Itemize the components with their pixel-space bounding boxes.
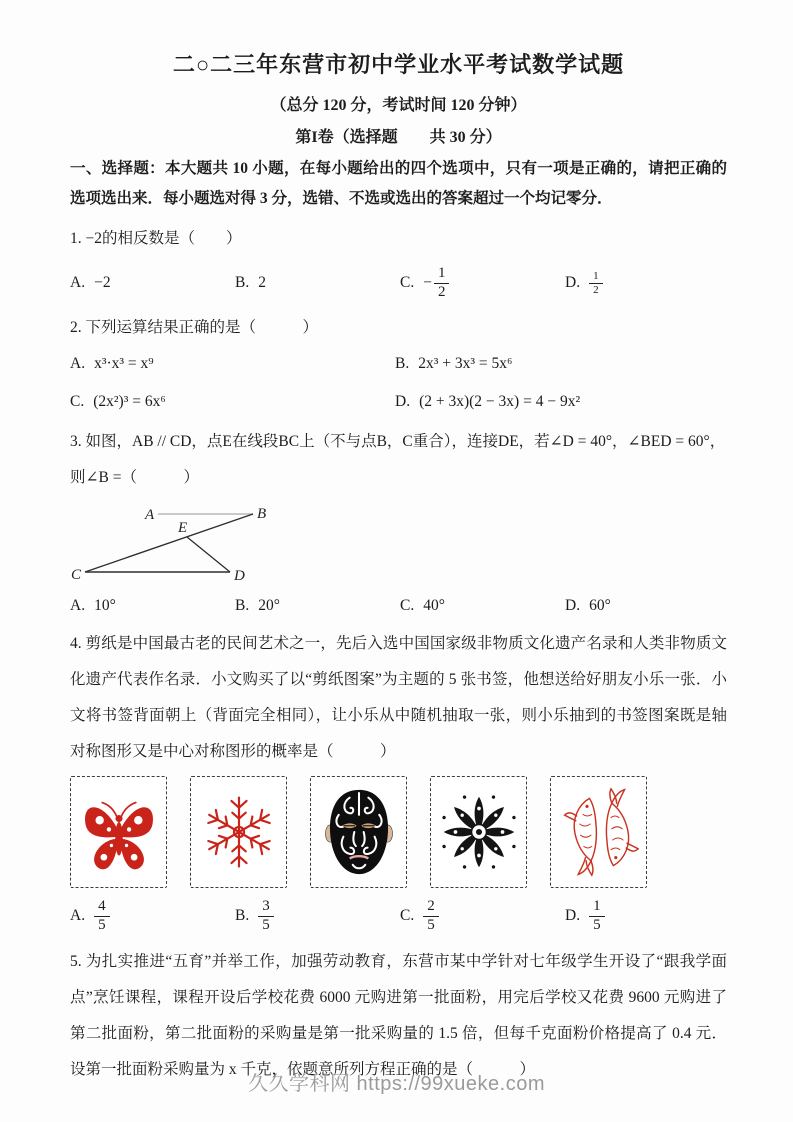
figure-label-d: D xyxy=(234,568,245,584)
question-1-options xyxy=(70,255,727,311)
q4-option-a xyxy=(70,898,235,934)
q3-geometry-figure xyxy=(70,500,300,586)
q2-option-b xyxy=(395,355,512,373)
option-value: −2 xyxy=(94,274,111,291)
segment-ED xyxy=(187,537,230,572)
option-value: x³·x³ = x⁹ xyxy=(94,355,154,372)
option-letter: A. xyxy=(70,906,86,924)
question-2-options-row2 xyxy=(70,386,727,418)
segment-CB xyxy=(85,514,253,572)
question-1-stem: 1. −2的相反数是（ ） xyxy=(70,230,242,247)
question-4-stem: 4. 剪纸是中国最古老的民间艺术之一，先后入选中国国家级非物质文化遗产名录和人类非物质文化遗产代表作名录．小文购买了以“剪纸图案”为主题的 5 张书签，他想送给好朋友小乐一张．小文将书签背面朝上（背面完全相同），让小乐从中随机抽取一张，则小乐抽到的书签图案既是轴对称图形又是中心对称图形的概率是（ ） xyxy=(70,635,727,760)
q1-option-d xyxy=(565,270,603,296)
option-letter: C. xyxy=(70,393,85,410)
figure-label-c: C xyxy=(71,567,82,583)
site-watermark: 久久学科网 https://99xueke.com xyxy=(247,1073,546,1095)
option-letter: D. xyxy=(565,597,581,614)
option-letter: B. xyxy=(235,597,250,614)
stamp-butterfly xyxy=(70,776,167,888)
question-3-stem: 3. 如图，AB // CD，点E在线段BC上（不与点B，C重合），连接DE，若∠D = 40°，∠BED = 60°， 则∠B =（ ） xyxy=(70,433,726,486)
fraction: $\frac{2}{5}$ xyxy=(423,898,439,934)
q2-option-a xyxy=(70,355,395,373)
stamp-opera-mask xyxy=(310,776,407,888)
exam-score-time: （总分 120 分，考试时间 120 分钟） xyxy=(270,97,527,114)
option-value: 10° xyxy=(94,597,116,614)
figure-label-b: B xyxy=(257,506,267,522)
option-letter: C. xyxy=(400,597,415,614)
option-letter: D. xyxy=(565,906,581,924)
option-value: 2x³ + 3x³ = 5x⁶ xyxy=(418,355,513,372)
option-letter: A. xyxy=(70,355,86,372)
option-value: (2x²)³ = 6x⁶ xyxy=(93,393,166,410)
question-2-options-row1 xyxy=(70,348,727,380)
q1-option-c xyxy=(400,265,565,301)
q4-option-d xyxy=(565,898,605,934)
fraction: $\frac{1}{2}$ xyxy=(434,265,450,301)
page-title: 二○二三年东营市初中学业水平考试数学试题 xyxy=(172,52,625,77)
question-5-stem: 5. 为扎实推进“五育”并举工作，加强劳动教育，东营市某中学针对七年级学生开设了“跟我学面点”烹饪课程，课程开设后学校花费 6000 元购进第一批面粉，用完后学校又花费 9600 元购进了第二批面粉，第二批面粉的采购量是第一批采购量的 1.5 倍，但每千克面粉价格提高了 0.4 元．设第一批面粉采购量为 x 千克，依题意所列方程正确的是（ ） xyxy=(70,953,727,1078)
figure-label-e: E xyxy=(178,520,188,536)
black-opera-mask-papercut-icon xyxy=(320,785,398,879)
fraction: $\frac{1}{2}$ xyxy=(589,270,603,296)
q4-option-c xyxy=(400,898,565,934)
option-letter: B. xyxy=(235,906,250,924)
option-value: 20° xyxy=(258,597,280,614)
section-instructions: 一、选择题：本大题共 10 小题，在每小题给出的四个选项中，只有一项是正确的，请把正确的选项选出来．每小题选对得 3 分，选错、不选或选出的答案超过一个均记零分． xyxy=(70,160,727,207)
q3-option-a xyxy=(70,597,235,615)
option-letter: A. xyxy=(70,597,86,614)
option-letter: C. xyxy=(400,906,415,924)
minus-sign: − xyxy=(423,273,432,291)
option-value: 60° xyxy=(589,597,611,614)
stamp-snowflake-red xyxy=(190,776,287,888)
q3-option-b xyxy=(235,597,400,615)
option-letter: C. xyxy=(400,273,415,291)
fraction: $\frac{3}{5}$ xyxy=(258,898,274,934)
q3-option-d xyxy=(565,597,611,615)
figure-label-a: A xyxy=(145,507,155,523)
red-snowflake-papercut-icon xyxy=(197,788,281,876)
option-value: 2 xyxy=(258,274,266,291)
section-heading: 第I卷（选择题 共 30 分） xyxy=(295,129,502,146)
stamp-mandala-black xyxy=(430,776,527,888)
q2-option-d xyxy=(395,393,580,411)
q4-option-b xyxy=(235,898,400,934)
black-mandala-papercut-icon xyxy=(437,788,521,876)
option-letter: B. xyxy=(395,355,410,372)
option-letter: B. xyxy=(235,274,250,291)
q4-papercut-stamps xyxy=(70,776,727,888)
q3-option-c xyxy=(400,597,565,615)
fraction: $\frac{1}{5}$ xyxy=(589,898,605,934)
option-letter: D. xyxy=(565,273,581,291)
q1-option-a xyxy=(70,274,235,292)
q1-option-b xyxy=(235,274,400,292)
red-double-fish-papercut-icon xyxy=(559,785,639,879)
option-value: (2 + 3x)(2 − 3x) = 4 − 9x² xyxy=(419,393,581,410)
stamp-double-fish xyxy=(550,776,647,888)
red-butterfly-papercut-icon xyxy=(77,784,161,880)
question-2-stem: 2. 下列运算结果正确的是（ ） xyxy=(70,319,319,336)
question-3-options xyxy=(70,590,727,622)
option-letter: D. xyxy=(395,393,411,410)
option-value: 40° xyxy=(423,597,445,614)
question-4-options xyxy=(70,888,727,944)
fraction: $\frac{4}{5}$ xyxy=(94,898,110,934)
option-letter: A. xyxy=(70,274,86,291)
q2-option-c xyxy=(70,393,395,411)
